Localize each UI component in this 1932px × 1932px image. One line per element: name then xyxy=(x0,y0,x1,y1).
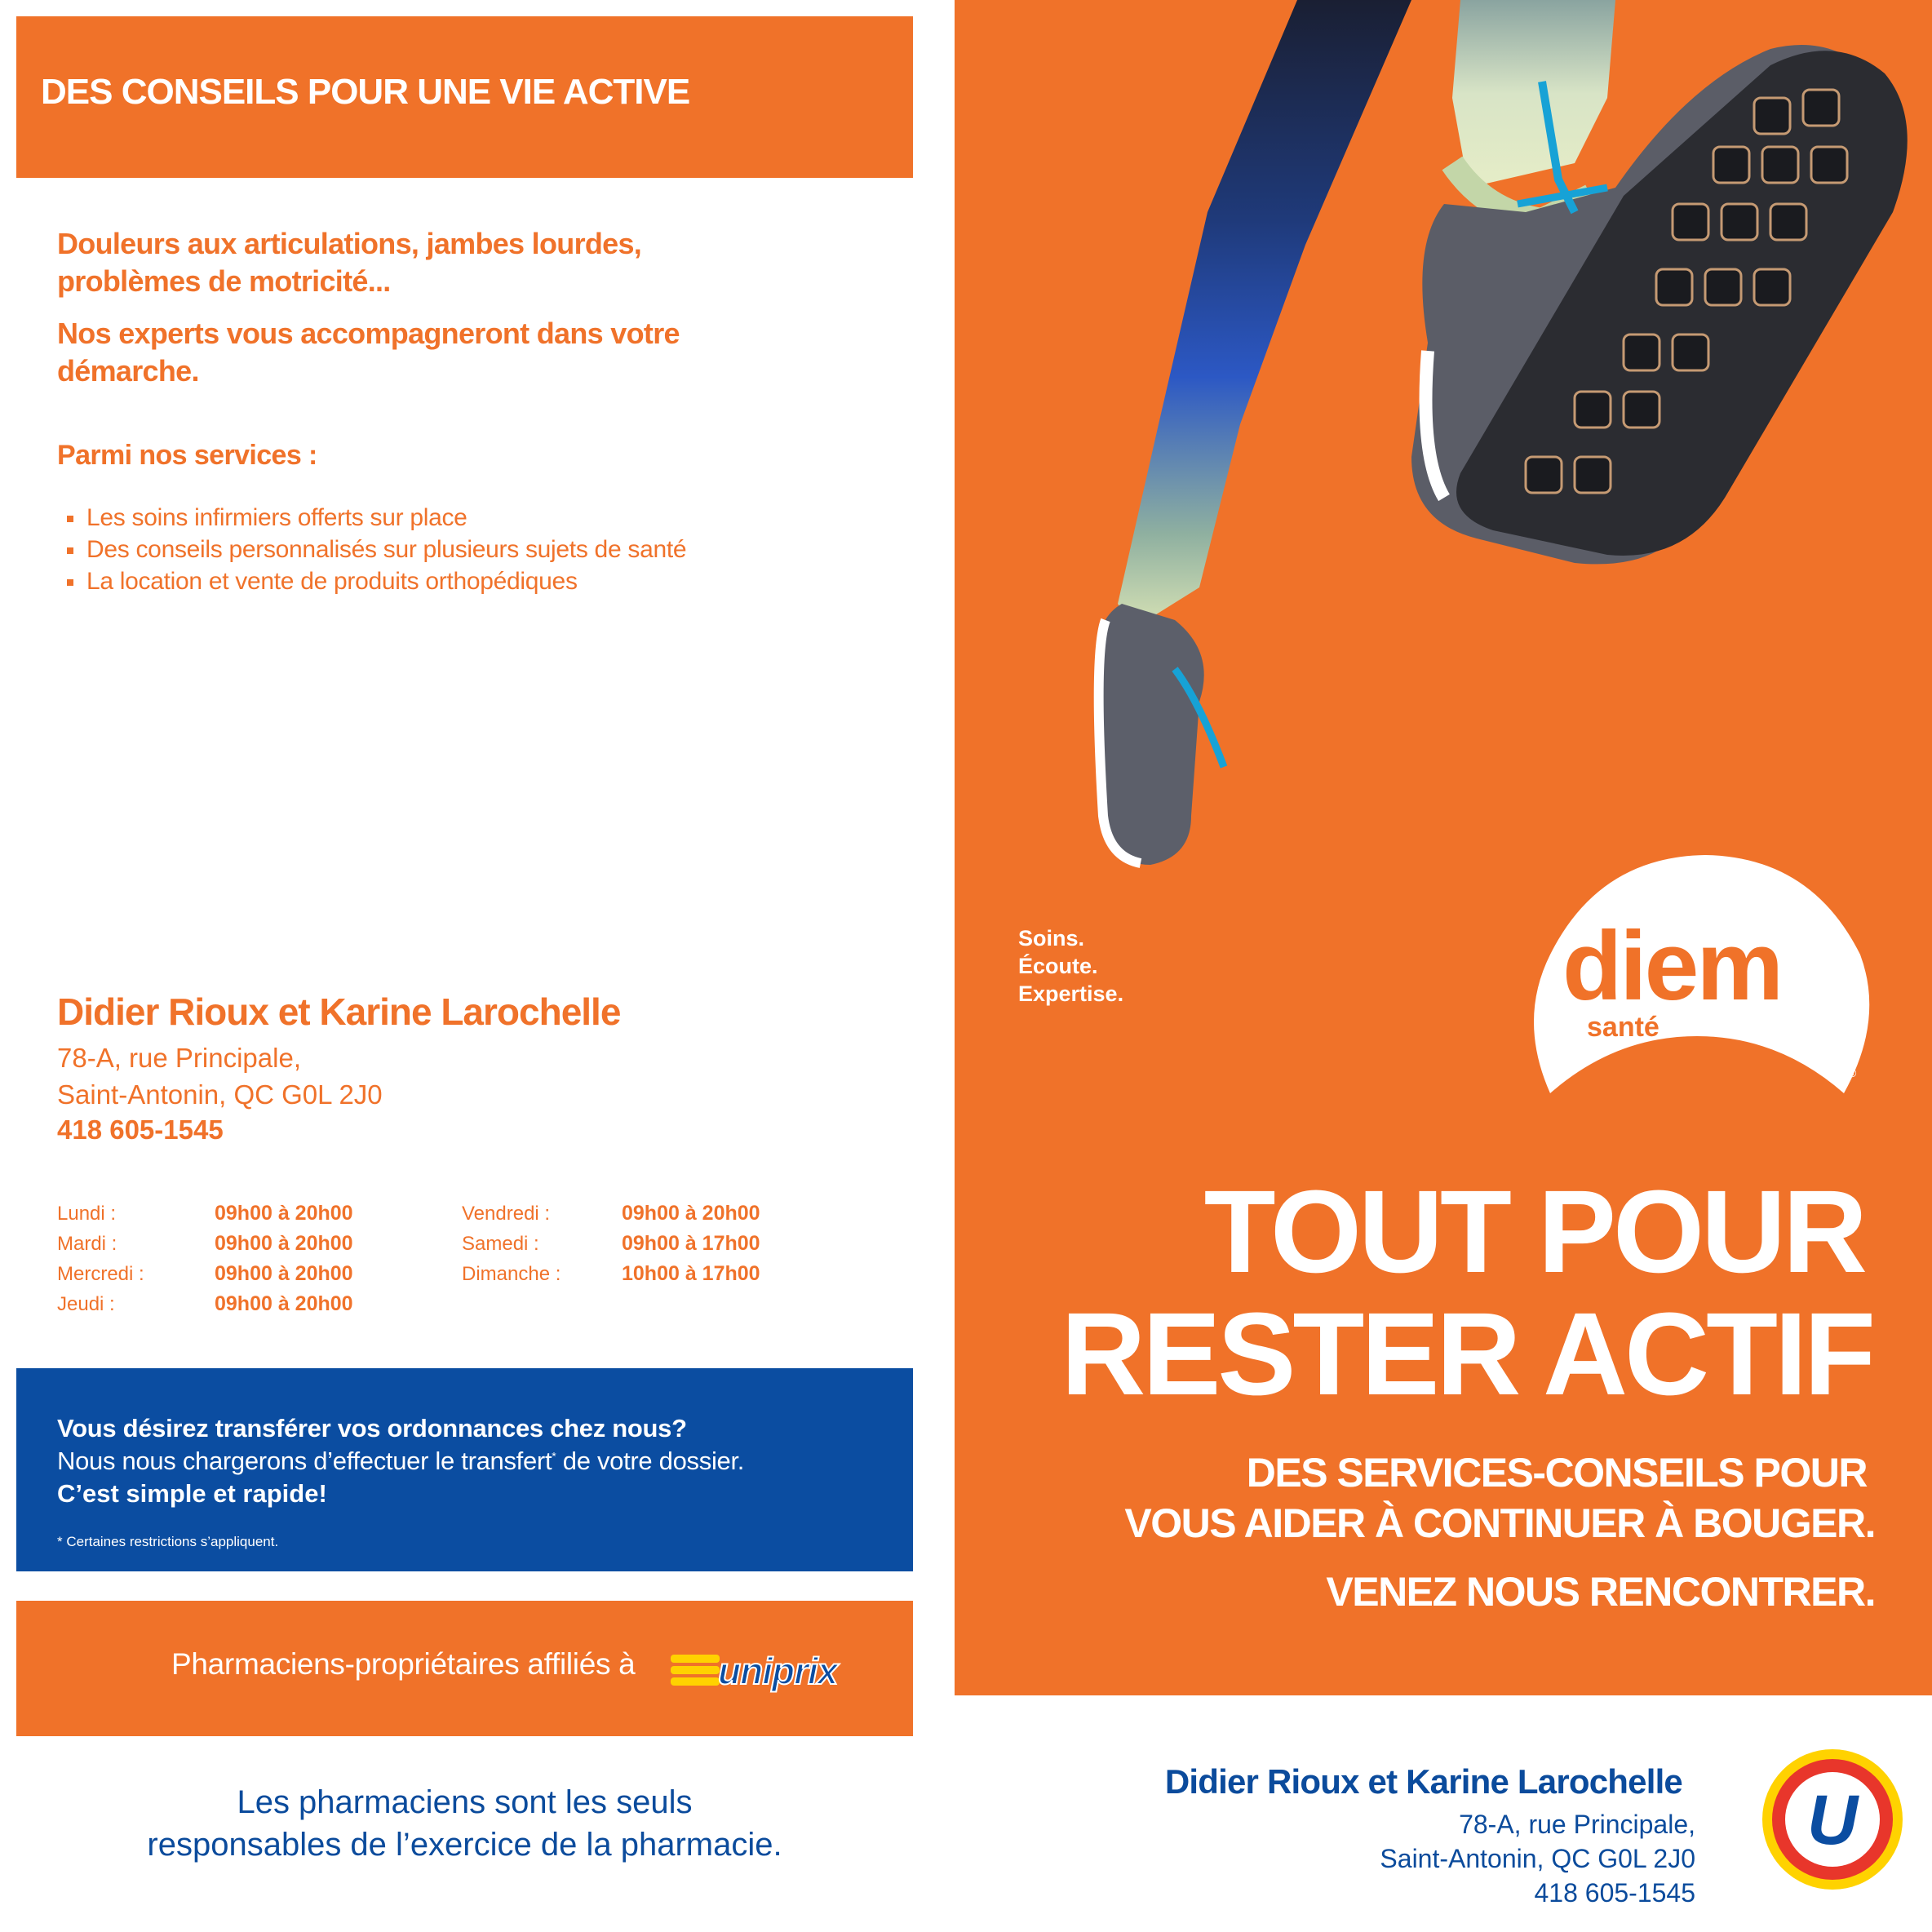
hours-day-monday: Lundi : xyxy=(57,1203,117,1225)
uniprix-logo xyxy=(669,1645,881,1697)
tagline-soins: Soins. xyxy=(1018,926,1085,950)
service-item: La location et vente de produits orthopédiques xyxy=(67,565,686,597)
hours-time-sunday: 10h00 à 17h00 xyxy=(622,1262,760,1285)
runner-photo xyxy=(955,0,1932,897)
phone-number: 418 605-1545 xyxy=(57,1114,224,1145)
diem-sante-logo xyxy=(1518,832,1877,1110)
pharmacist-note-line-1: Les pharmaciens sont les seuls xyxy=(237,1784,693,1820)
subhead-line-3: VENEZ NOUS RENCONTRER. xyxy=(1326,1569,1875,1615)
service-item: Des conseils personnalisés sur plusieurs sujets de santé xyxy=(67,534,686,565)
svg-text:diem: diem xyxy=(1562,911,1782,1021)
svg-text:U: U xyxy=(1806,1781,1859,1859)
address-line-1: 78-A, rue Principale, xyxy=(57,1043,301,1073)
hours-day-thursday: Jeudi : xyxy=(57,1293,115,1315)
hours-time-saturday: 09h00 à 17h00 xyxy=(622,1232,760,1255)
subhead-line-1: DES SERVICES-CONSEILS POUR xyxy=(1246,1450,1867,1496)
services-list xyxy=(67,502,686,597)
tagline-expertise: Expertise. xyxy=(1018,982,1124,1006)
svg-text:®: ® xyxy=(1848,1066,1857,1079)
headline-line-1: TOUT POUR xyxy=(1203,1166,1864,1297)
tagline-ecoute: Écoute. xyxy=(1018,954,1098,978)
subhead-line-2: VOUS AIDER À CONTINUER À BOUGER. xyxy=(1124,1500,1875,1546)
hours-time-thursday: 09h00 à 20h00 xyxy=(215,1292,353,1315)
uniprix-u-logo xyxy=(1761,1748,1904,1891)
tagline xyxy=(1018,924,1123,1008)
services-heading: Parmi nos services : xyxy=(57,440,317,471)
hours-time-wednesday: 09h00 à 20h00 xyxy=(215,1262,353,1285)
intro-text-1: Douleurs aux articulations, jambes lourdes, problèmes de motricité... xyxy=(57,227,642,298)
banner-title: DES CONSEILS POUR UNE VIE ACTIVE xyxy=(41,72,690,112)
hours-day-wednesday: Mercredi : xyxy=(57,1263,144,1285)
transfer-question: Vous désirez transférer vos ordonnances chez nous? xyxy=(57,1414,687,1442)
hours-day-saturday: Samedi : xyxy=(462,1233,539,1255)
hours-time-monday: 09h00 à 20h00 xyxy=(215,1202,353,1225)
transfer-description: Nous nous chargerons d’effectuer le transfert* de votre dossier. xyxy=(57,1447,745,1475)
service-item: Les soins infirmiers offerts sur place xyxy=(67,502,686,534)
headline-line-2: RESTER ACTIF xyxy=(1061,1288,1872,1420)
hours-time-tuesday: 09h00 à 20h00 xyxy=(215,1232,353,1255)
hours-time-friday: 09h00 à 20h00 xyxy=(622,1202,760,1225)
owner-name: Didier Rioux et Karine Larochelle xyxy=(57,990,621,1033)
address-line-2: Saint-Antonin, QC G0L 2J0 xyxy=(57,1079,383,1110)
cover-address-line-1: 78-A, rue Principale, xyxy=(1459,1810,1695,1839)
hours-day-tuesday: Mardi : xyxy=(57,1233,117,1255)
transfer-note: * Certaines restrictions s’appliquent. xyxy=(57,1534,279,1549)
cover-owner-name: Didier Rioux et Karine Larochelle xyxy=(1164,1762,1682,1801)
affiliation-text: Pharmaciens-propriétaires affiliés à xyxy=(171,1647,636,1681)
cover-phone-number: 418 605-1545 xyxy=(1534,1878,1695,1908)
hours-day-friday: Vendredi : xyxy=(462,1203,551,1225)
intro-text-2: Nos experts vous accompagneront dans votre démarche. xyxy=(57,317,680,388)
hours-day-sunday: Dimanche : xyxy=(462,1263,561,1285)
pharmacist-note xyxy=(16,1781,913,1866)
cover-address-line-2: Saint-Antonin, QC G0L 2J0 xyxy=(1380,1844,1695,1873)
svg-text:uniprix: uniprix xyxy=(718,1650,838,1692)
svg-text:santé: santé xyxy=(1587,1012,1659,1043)
transfer-easy: C’est simple et rapide! xyxy=(57,1479,327,1508)
pharmacist-note-line-2: responsables de l’exercice de la pharmacie. xyxy=(147,1827,782,1863)
